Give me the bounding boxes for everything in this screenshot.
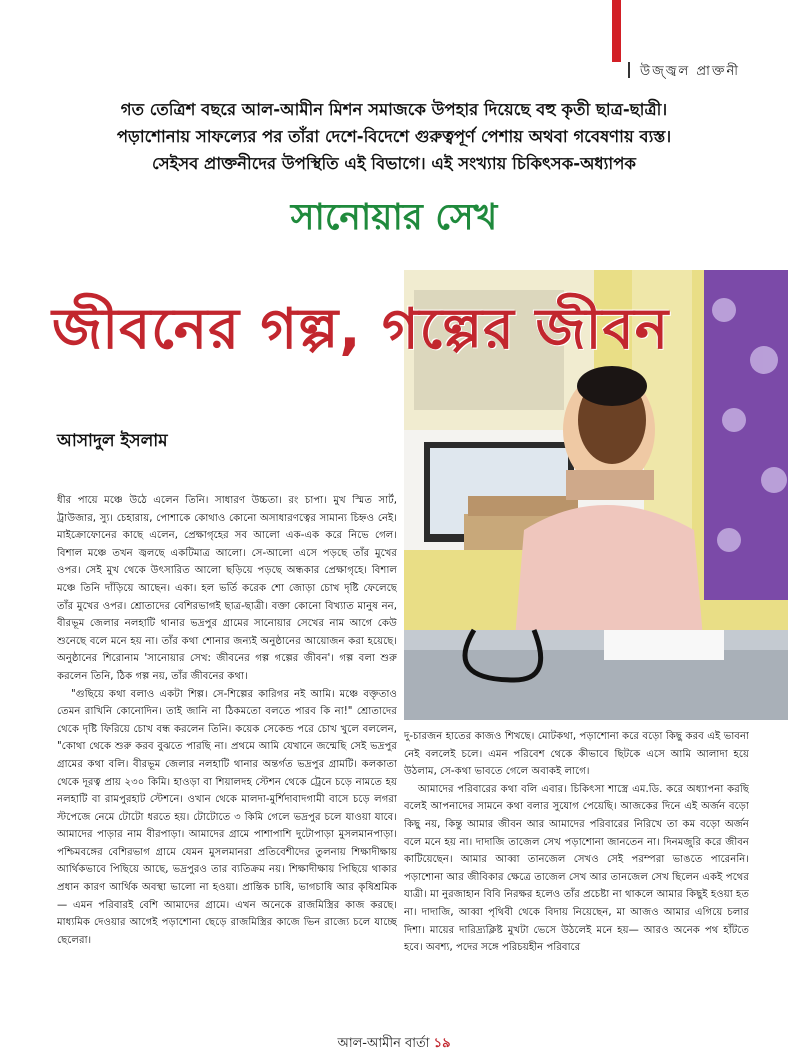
magazine-name: আল-আমীন বার্তা (337, 1036, 430, 1051)
intro-paragraph (36, 96, 752, 177)
page-number: ১৯ (433, 1036, 451, 1051)
intro-line-1: গত তেত্রিশ বছরে আল-আমীন মিশন সমাজকে উপহার দিয়েছে বহু কৃতী ছাত্র-ছাত্রী। (120, 100, 668, 119)
intro-line-3: সেইসব প্রাক্তনীদের উপস্থিতি এই বিভাগে। এই সংখ্যায় চিকিৎসক-অধ্যাপক (152, 154, 636, 173)
intro-line-2: পড়াশোনায় সাফল্যের পর তাঁরা দেশে-বিদেশে গুরুত্বপূর্ণ পেশায় অথবা গবেষণায় ব্যস্ত। (116, 127, 672, 146)
author-name: আসাদুল ইসলাম (57, 431, 168, 451)
top-red-rule (612, 0, 621, 62)
section-label-bar (628, 62, 630, 78)
article-paragraph: ধীর পায়ে মঞ্চে উঠে এলেন তিনি। সাধারণ উচ্চতা। রং চাপা। মুখ স্মিত সার্ট, ট্রাউজার, স্যু। চেহারায়, পোশাকে কোথাও কোনো অসাধারণত্বের সামান্য চিহ্নও নেই। মাইক্রোফোনের কাছে এলেন, প্রেক্ষাগৃহের সব আলো এক-এক করে নিভে গেল। বিশাল মঞ্চে তখন জ্বলছে একটিমাত্র আলো। সে-আলো এসে পড়ছে তাঁর মুখের ওপর। সেই মুখ থেকে উৎসারিত আলো ছড়িয়ে পড়ছে অন্ধকার প্রেক্ষাগৃহে। বিশাল মঞ্চে তিনি দাঁড়িয়ে আছেন। একা। হল ভর্তি করেক শো জোড়া চোখ দৃষ্টি ফেলেছে তাঁর মুখের ওপর। শ্রোতাদের বেশিরভাগই ছাত্র-ছাত্রী। বক্তা কোনো বিখ্যাত মানুষ নন, বীরভূম জেলার নলহাটি থানার ভদ্রপুর গ্রামের সানোয়ার সেখের নাম আগে কেউ শুনেছে বলে মনে হয় না। তাঁর কথা শোনার জন্যই অনুষ্ঠানের আয়োজন করা হয়েছে। অনুষ্ঠানের শিরোনাম 'সানোয়ার সেখ: জীবনের গল্প গল্পের জীবন'। গল্প বলা শুরু করলেন তিনি, ঠিক গল্প নয়, তাঁর জীবনের কথা। (57, 495, 397, 682)
section-label (640, 62, 740, 83)
article-paragraph: দু-চারজন হাতের কাজও শিখছে। মোটকথা, পড়াশোনা করে বড়ো কিছু করব এই ভাবনা নেই বললেই চলে। এমন পরিবেশ থেকে কীভাবে ছিটকে এসে আমি আলাদা হয়ে উঠলাম, সে-কথা ভাবতে গেলে অবাকই লাগে। (404, 731, 749, 778)
article-paragraph: "গুছিয়ে কথা বলাও একটা শিল্প। সে-শিল্পের কারিগর নই আমি। মঞ্চে বক্তৃতাও তেমন রাখিনি কোনোদিন। তাই জানি না ঠিকমতো বলতে পারব কি না!" শ্রোতাদের থেকে দৃষ্টি ফিরিয়ে চোখ বন্ধ করলেন তিনি। কয়েক সেকেন্ড পরে চোখ খুলে বললেন, "কোথা থেকে শুরু করব বুঝতে পারছি না। প্রথমে আমি যেখানে জন্মেছি সেই ভদ্রপুর গ্রামের কথা বলি। বীরভূম জেলার নলহাটি থানার অন্তর্গত ভদ্রপুর গ্রামটি। কলকাতা থেকে দূরত্ব প্রায় ২৩০ কিমি। হাওড়া বা শিয়ালদহ স্টেশন থেকে ট্রেনে চড়ে নামতে হয় নলহাটি বা রামপুরহাট স্টেশনে। ওখান থেকে মালদা-মুর্শিদাবাদগামী বাসে চড়ে লগরা স্টপেজে নেমে টোটো ধরতে হয়। টোটোতে ৩ কিমি গেলে ভদ্রপুর চলে যাওয়া যাবে। আমাদের পাড়ার নাম বীরপাড়া। আমাদের গ্রামে পাশাপাশি দুটোপাড়া মুসলমানপাড়া। পশ্চিমবঙ্গের বেশিরভাগ গ্রামে যেমন মুসলমানরা প্রতিবেশীদের তুলনায় শিক্ষাদীক্ষায় আর্থিকভাবে পিছিয়ে আছে, ভদ্রপুরও তার ব্যতিক্রম নয়। শিক্ষাদীক্ষায় পিছিয়ে থাকার প্রধান কারণ আর্থিক অবস্থা ভালো না হওয়া। প্রান্তিক চাষি, ভাগচাষি আর কৃষিশ্রমিক— এমন পরিবারই বেশি আমাদের গ্রামে। এখন অনেকে রাজমিস্ত্রির কাজ করছে। মাধ্যমিক দেওয়ার আগেই পড়াশোনা ছেড়ে রাজমিস্ত্রির কাজে ভিন রাজ্যে চলে যাচ্ছে ছেলেরা। (57, 688, 397, 946)
article-paragraph: আমাদের পরিবারের কথা বলি এবার। চিকিৎসা শাস্ত্রে এম.ডি. করে অধ্যাপনা করছি বলেই আপনাদের সামনে কথা বলার সুযোগ পেয়েছি। আজকের দিনে এই অর্জন বড়ো কিছু নয়, কিন্তু আমার জীবন আর আমাদের পরিবারের নিরিখে তা কম বড়ো অর্জন বলে মনে হয় না। দাদাজি তাজেল সেখ পড়াশোনা জানতেন না। দিনমজুরি করে জীবন কাটিয়েছেন। আমার আব্বা তানজেল সেখও সেই পরম্পরা ভাঙতে পারেননি। পড়াশোনা আর জীবিকার ক্ষেত্রে তাজেল সেখ আর তানজেল সেখ ছিলেন একই পথের যাত্রী। মা নুরজাহান বিবি নিরক্ষর হলেও তাঁর প্রচেষ্টা না থাকলে আমার কিছুই হওয়া হত না। দাদাজি, আব্বা পৃথিবী থেকে বিদায় নিয়েছেন, মা আজও আমার এগিয়ে চলার দিশা। মায়ের দারিদ্র্যক্লিষ্ট মুখটা ভেসে উঠলেই মনে হয়— আরও অনেক পথ হাঁটতে হবে। অবশ্য, পদের সঙ্গে পরিচয়হীন পরিবারে (404, 783, 749, 954)
page-footer (0, 1034, 788, 1055)
article-column-left (57, 492, 397, 1020)
headline: জীবনের গল্প, গল্পের জীবন (52, 297, 670, 362)
subject-name: সানোয়ার সেখ (290, 197, 498, 238)
article-column-right (404, 728, 749, 1020)
section-label-text: উজ্জ্বল প্রাক্তনী (640, 64, 740, 79)
